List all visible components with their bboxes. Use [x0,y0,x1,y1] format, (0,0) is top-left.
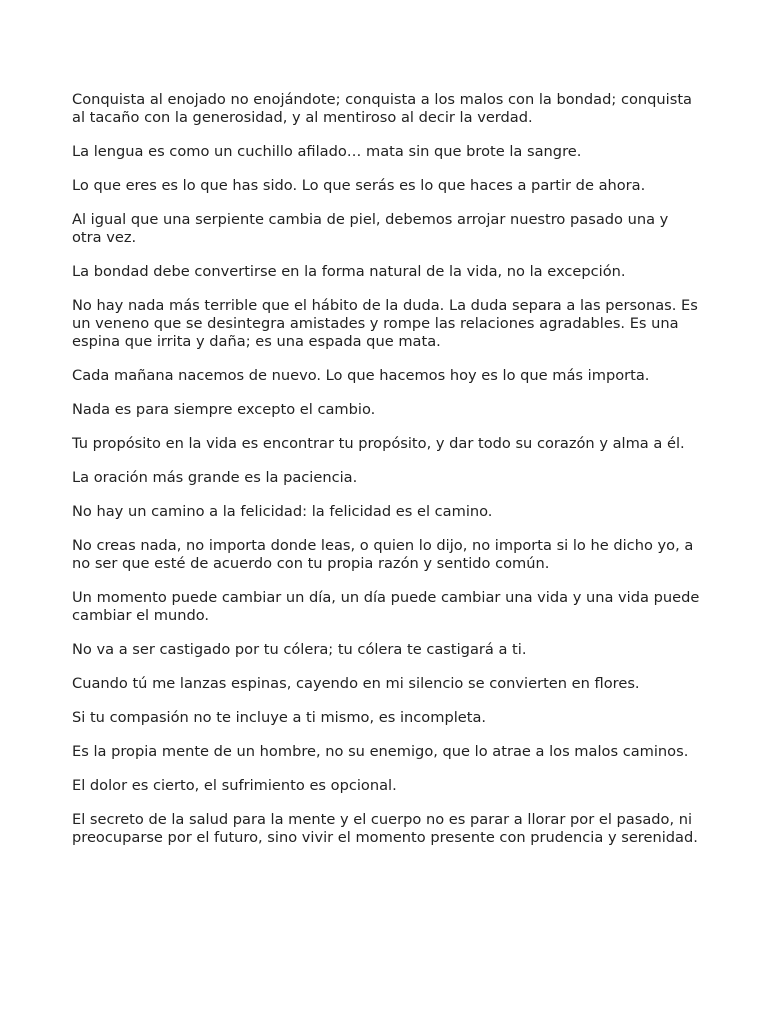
quote-paragraph: Si tu compasión no te incluye a ti mismo, es incompleta. [72,709,487,726]
quote-paragraph: Nada es para siempre excepto el cambio. [72,401,376,418]
quote-paragraph: Un momento puede cambiar un día, un día puede cambiar una vida y una vida puede cambiar el mundo. [72,589,700,624]
quote-paragraph: No hay un camino a la felicidad: la felicidad es el camino. [72,503,493,520]
quote-paragraph: El dolor es cierto, el sufrimiento es opcional. [72,777,397,794]
quote-paragraph: Lo que eres es lo que has sido. Lo que serás es lo que haces a partir de ahora. [72,177,646,194]
quote-paragraph: Cuando tú me lanzas espinas, cayendo en mi silencio se convierten en flores. [72,675,640,692]
quote-paragraph: El secreto de la salud para la mente y el cuerpo no es parar a llorar por el pasado, ni preocuparse por el futuro, sino vivir el momento presente con prudencia y serenidad. [72,811,698,846]
quote-paragraph: No va a ser castigado por tu cólera; tu cólera te castigará a ti. [72,641,527,658]
quote-paragraph: No creas nada, no importa donde leas, o quien lo dijo, no importa si lo he dicho yo, a no ser que esté de acuerdo con tu propia razón y sentido común. [72,537,694,572]
quote-paragraph: No hay nada más terrible que el hábito de la duda. La duda separa a las personas. Es un veneno que se desintegra amistades y rompe las relaciones agradables. Es una espina que irrita y daña; es una espada que mata. [72,297,698,350]
quote-paragraph: Tu propósito en la vida es encontrar tu propósito, y dar todo su corazón y alma a él. [72,435,685,452]
quote-paragraph: La bondad debe convertirse en la forma natural de la vida, no la excepción. [72,263,626,280]
quote-paragraph: Cada mañana nacemos de nuevo. Lo que hacemos hoy es lo que más importa. [72,367,650,384]
quote-list [72,91,702,863]
quote-paragraph: Al igual que una serpiente cambia de piel, debemos arrojar nuestro pasado una y otra vez. [72,211,669,246]
quote-paragraph: La oración más grande es la paciencia. [72,469,358,486]
quote-paragraph: Es la propia mente de un hombre, no su enemigo, que lo atrae a los malos caminos. [72,743,689,760]
quote-paragraph: La lengua es como un cuchillo afilado… mata sin que brote la sangre. [72,143,582,160]
quote-paragraph: Conquista al enojado no enojándote; conquista a los malos con la bondad; conquista al tacaño con la generosidad, y al mentiroso al decir la verdad. [72,91,692,126]
